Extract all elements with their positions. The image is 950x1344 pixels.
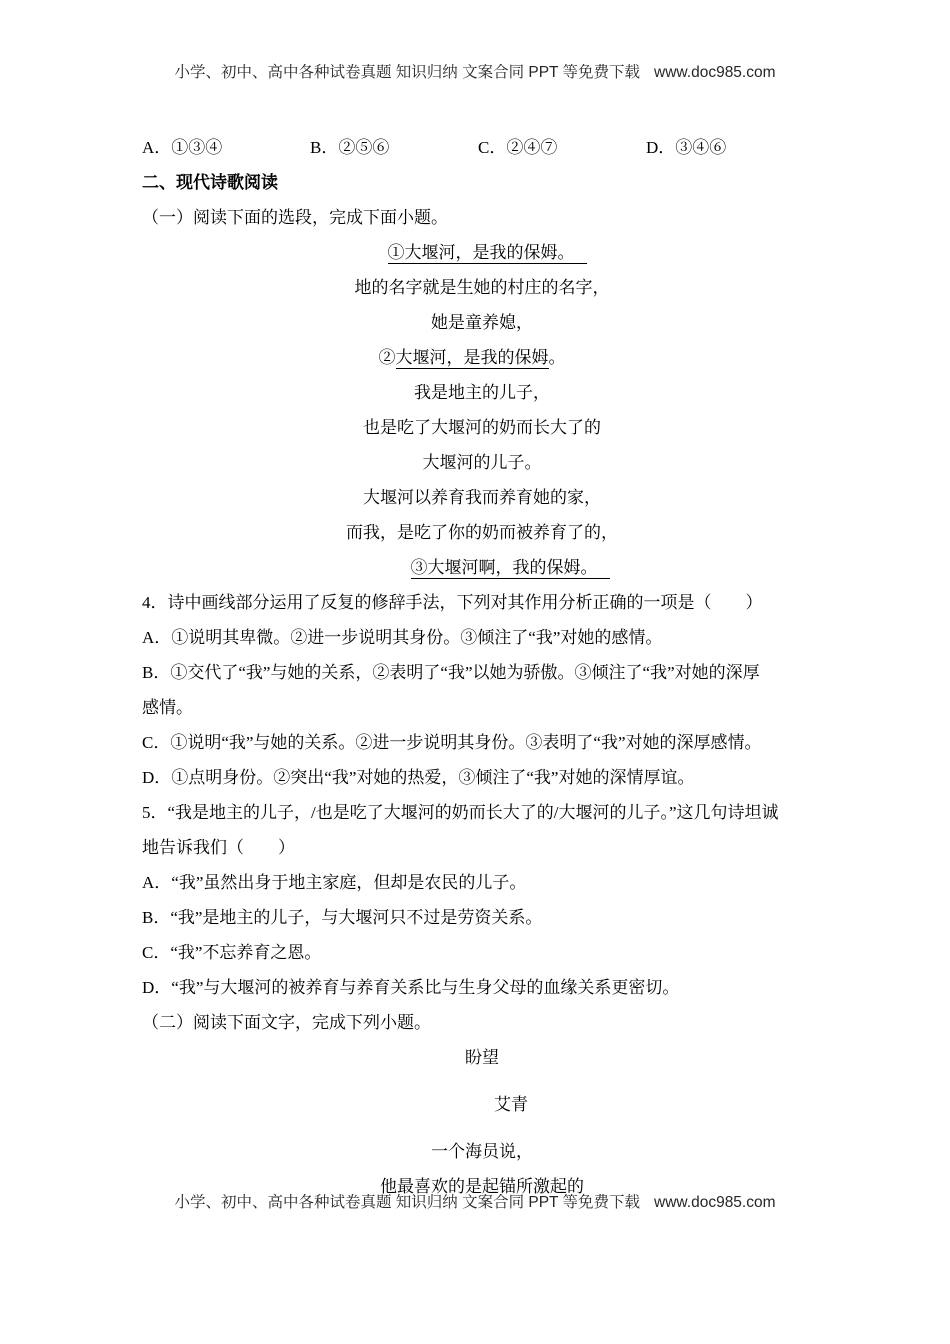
option-b: B．②⑤⑥ [310,138,390,157]
option-a: A．①③④ [142,138,223,157]
page-header [0,64,950,82]
footer-download-text: 小学、初中、高中各种试卷真题 知识归纳 文案合同 PPT 等免费下载 [174,1194,641,1211]
section-title: 二、现代诗歌阅读 [142,173,278,192]
poem-line-4 [132,340,812,375]
document-body [142,130,822,1204]
option-d: D．③④⑥ [646,138,727,157]
question4-option-d: D．①点明身份。②突出“我”对她的热爱，③倾注了“我”对她的深情厚谊。 [142,768,695,787]
poem-line-10 [170,550,850,585]
underlined-text-1: ①大堰河，是我的保姆。 [388,243,587,264]
question4-option-b-line2: 感情。 [142,698,193,717]
poem-line-4-post: 。 [548,348,566,367]
poem-line-1 [147,235,827,270]
poem2-author: 艾青 [494,1095,528,1114]
question4-option-c: C．①说明“我”与她的关系。②进一步说明其身份。③表明了“我”对她的深厚感情。 [142,733,762,752]
poem-line-8: 大堰河以养育我而养育她的家， [363,488,601,507]
poem-line-6: 也是吃了大堰河的奶而长大了的 [363,418,601,437]
header-download-text: 小学、初中、高中各种试卷真题 知识归纳 文案合同 PPT 等免费下载 [174,64,641,81]
poem-line-3: 她是童养媳， [431,313,533,332]
question5-option-b: B．“我”是地主的儿子，与大堰河只不过是劳资关系。 [142,908,543,927]
underlined-text-2: 大堰河，是我的保姆 [395,348,549,367]
question5-stem-line2: 地告诉我们（ ） [142,838,295,857]
poem-line-4-pre: ② [378,348,396,367]
question5-option-a: A．“我”虽然出身于地主家庭，但却是农民的儿子。 [142,873,527,892]
question4-option-b-line1: B．①交代了“我”与她的关系，②表明了“我”以她为骄傲。③倾注了“我”对她的深厚 [142,663,760,682]
part1-intro: （一）阅读下面的选段，完成下面小题。 [142,208,448,227]
poem-line-9: 而我，是吃了你的奶而被养育了的， [346,523,618,542]
question5-option-c: C．“我”不忘养育之恩。 [142,943,322,962]
footer-url: www.doc985.com [654,1194,776,1211]
question5-option-d: D．“我”与大堰河的被养育与养育关系比与生身父母的血缘关系更密切。 [142,978,680,997]
poem-line-7: 大堰河的儿子。 [422,453,542,472]
poem-line-5: 我是地主的儿子， [414,383,550,402]
poem2-line-2: 他最喜欢的是起锚所激起的 [380,1177,584,1196]
underlined-text-3: ③大堰河啊，我的保姆。 [411,558,610,579]
option-c: C．②④⑦ [478,138,558,157]
question4-option-a: A．①说明其卑微。②进一步说明其身份。③倾注了“我”对她的感情。 [142,628,663,647]
question5-stem-line1: 5．“我是地主的儿子，/也是吃了大堰河的奶而长大了的/大堰河的儿子。”这几句诗坦诚 [142,803,779,822]
poem2-line-1: 一个海员说， [431,1142,533,1161]
part2-intro: （二）阅读下面文字，完成下列小题。 [142,1013,431,1032]
header-url: www.doc985.com [654,64,776,81]
answer-options-row [142,130,822,165]
page-footer [0,1194,950,1212]
poem-line-2: 地的名字就是生她的村庄的名字， [354,278,610,297]
question4-stem: 4．诗中画线部分运用了反复的修辞手法，下列对其作用分析正确的一项是（ ） [142,593,763,612]
poem2-title: 盼望 [465,1048,499,1067]
